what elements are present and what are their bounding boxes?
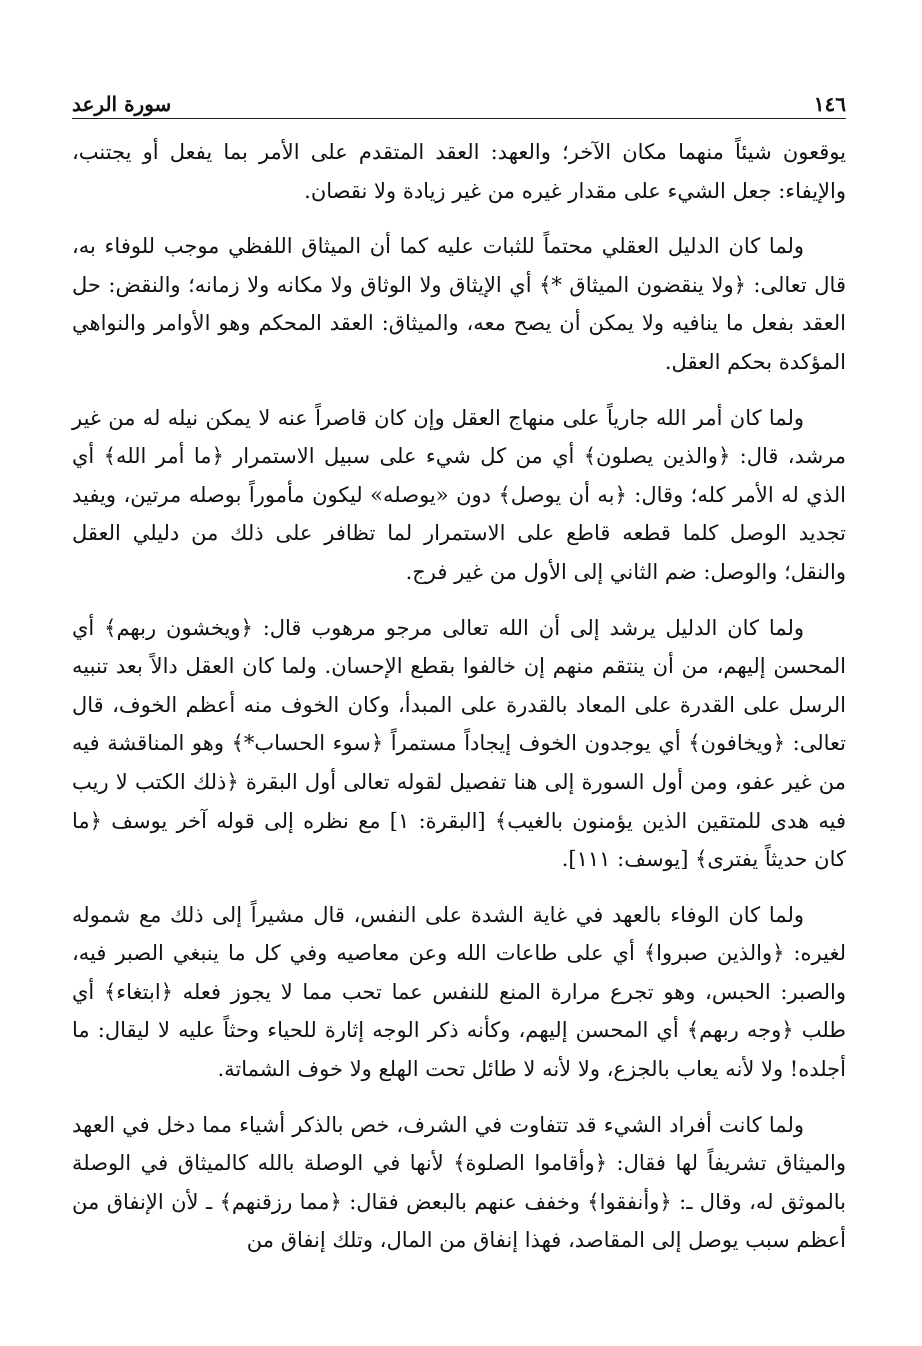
paragraph-4: ولما كان الدليل يرشد إلى أن الله تعالى مرجو مرهوب قال: ﴿ويخشون ربهم﴾ أي المحسن إليهم، من أن ينتقم منهم إن خالفوا بقطع الإحسان. ولما كان العقل دالاً بعد تنبيه الرسل على القدرة على المعاد بالقدرة على المبدأ، وكان الخوف منه أعظم الخوف، قال تعالى: ﴿ويخافون﴾ أي يوجدون الخوف إيجاداً مستمراً ﴿سوء الحساب*﴾ وهو المناقشة فيه من غير عفو، ومن أول السورة إلى هنا تفصيل لقوله تعالى أول البقرة ﴿ذلك الكتب لا ريب فيه هدى للمتقين الذين يؤمنون بالغيب﴾ [البقرة: ١] مع نظره إلى قوله آخر يوسف ﴿ما كان حديثاً يفترى﴾ [يوسف: ١١١].: [72, 615, 846, 872]
body-text: [72, 133, 846, 1260]
surah-title: سورة الرعد: [72, 92, 172, 116]
paragraph-2: ولما كان الدليل العقلي محتماً للثبات عليه كما أن الميثاق اللفظي موجب للوفاء به، قال تعالى: ﴿ولا ينقضون الميثاق *﴾ أي الإيثاق ولا الوثاق ولا مكانه ولا زمانه؛ والنقض: حل العقد بفعل ما ينافيه ولا يمكن أن يصح معه، والميثاق: العقد المحكم وهو الأوامر والنواهي المؤكدة بحكم العقل.: [72, 234, 846, 374]
running-header: [72, 86, 846, 119]
page-number: ١٤٦: [813, 92, 846, 116]
paragraph-6: ولما كانت أفراد الشيء قد تتفاوت في الشرف، خص بالذكر أشياء مما دخل في العهد والميثاق تشريفاً لها فقال: ﴿وأقاموا الصلوة﴾ لأنها في الوصلة بالله كالميثاق في الوصلة بالموثق له، وقال ـ: ﴿وأنفقوا﴾ وخفف عنهم بالبعض فقال: ﴿مما رزقنهم﴾ ـ لأن الإنفاق من أعظم سبب يوصل إلى المقاصد، فهذا إنفاق من المال، وتلك إنفاق من: [72, 1112, 846, 1253]
paragraph-5: ولما كان الوفاء بالعهد في غاية الشدة على النفس، قال مشيراً إلى ذلك مع شموله لغيره: ﴿والذين صبروا﴾ أي على طاعات الله وعن معاصيه وفي كل ما ينبغي الصبر فيه، والصبر: الحبس، وهو تجرع مرارة المنع للنفس عما تحب مما لا يجوز فعله ﴿ابتغاء﴾ أي طلب ﴿وجه ربهم﴾ أي المحسن إليهم، وكأنه ذكر الوجه إثارة للحياء وحثاً عليه لا ليقال: ما أجلده! ولا لأنه يعاب بالجزع، ولا لأنه لا طائل تحت الهلع ولا خوف الشماتة.: [72, 902, 846, 1082]
paragraph-1: يوقعون شيئاً منهما مكان الآخر؛ والعهد: العقد المتقدم على الأمر بما يفعل أو يجتنب، والإيفاء: جعل الشيء على مقدار غيره من غير زيادة ولا نقصان.: [72, 140, 846, 203]
paragraph-3: ولما كان أمر الله جارياً على منهاج العقل وإن كان قاصراً عنه لا يمكن نيله له من غير مرشد، قال: ﴿والذين يصلون﴾ أي من كل شيء على سبيل الاستمرار ﴿ما أمر الله﴾ أي الذي له الأمر كله؛ وقال: ﴿به أن يوصل﴾ دون «يوصله» ليكون مأموراً بوصله مرتين، ويفيد تجديد الوصل كلما قطعه قاطع على الاستمرار لما تظافر على ذلك من دليلي العقل والنقل؛ والوصل: ضم الثاني إلى الأول من غير فرج.: [72, 405, 846, 584]
